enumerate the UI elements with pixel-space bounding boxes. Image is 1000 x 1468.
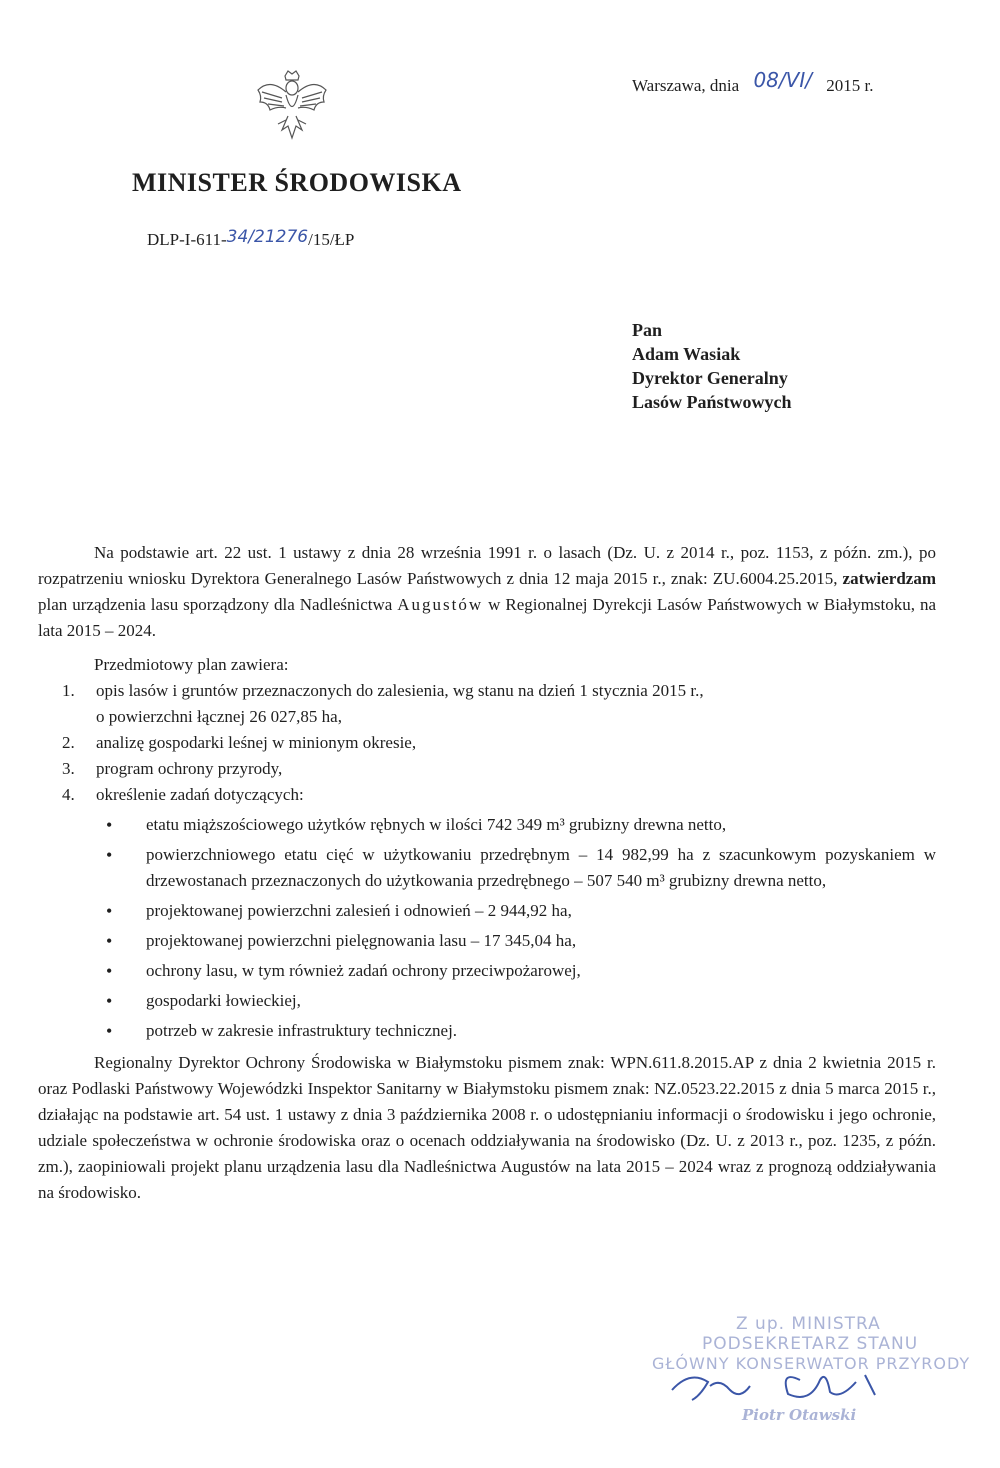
bullet-item: • potrzeb w zakresie infrastruktury technicznej. [38,1018,936,1044]
signatory-name: Piotr Otawski [742,1406,857,1424]
stamp-line-2: PODSEKRETARZ STANU [702,1334,919,1354]
paragraph-decision [38,540,936,644]
list-item-text: program ochrony przyrody, [96,759,283,778]
addressee-block [632,318,792,414]
polish-eagle-emblem-icon [252,68,332,148]
addressee-line: Adam Wasiak [632,344,741,364]
paragraph-text: w Regionalnej Dyrekcji Lasów Państwowych w Białymstoku, na lata 2015 – 2024. [38,595,937,640]
stamp-line-3: GŁÓWNY KONSERWATOR PRZYRODY [652,1354,971,1373]
list-item-continuation: o powierzchni łącznej 26 027,85 ha, [96,707,342,726]
list-item [38,756,936,782]
paragraph-text: plan urządzenia lasu sporządzony dla Nadleśnictwa [38,595,393,614]
bullet-item: • projektowanej powierzchni pielęgnowania lasu – 17 345,04 ha, [38,928,936,954]
bullet-item: • gospodarki łowieckiej, [38,988,936,1014]
list-intro: Przedmiotowy plan zawiera: [94,655,289,674]
bullet-list [38,812,936,1044]
handwritten-signature-icon [660,1360,900,1410]
list-item [38,678,936,730]
list-item [38,782,936,808]
list-item [38,730,936,756]
addressee-line: Lasów Państwowych [632,392,792,412]
list-item-text: opis lasów i gruntów przeznaczonych do zalesienia, wg stanu na dzień 1 stycznia 2015 r., [96,681,704,700]
list-item-text: określenie zadań dotyczących: [96,785,304,804]
paragraph-text: Na podstawie art. 22 ust. 1 ustawy z dnia 28 września 1991 r. o lasach (Dz. U. z 2014 r., poz. 1153, z późn. zm.), po rozpatrzeniu wniosku Dyrektora Generalnego Lasów Państwowych z dnia 12 maja 2015 r., znak: ZU.6004.25.2015, [38,543,936,588]
signature-stamp [650,1310,971,1430]
reference-number [147,227,355,250]
reference-prefix: DLP-I-611- [147,230,227,249]
reference-suffix: /15/ŁP [308,230,355,249]
letter-body [38,540,936,1206]
addressee-line: Pan [632,320,663,340]
paragraph-opinions: Regionalny Dyrektor Ochrony Środowiska w Białymstoku pismem znak: WPN.611.8.2015.AP z dnia 2 kwietnia 2015 r. oraz Podlaski Państwowy Wojewódzki Inspektor Sanitarny w Białymstoku pismem znak: NZ.0523.22.2015 z dnia 5 marca 2015 r., działając na podstawie art. 54 ust. 1 ustawy z dnia 3 października 2008 r. o udostępnianiu informacji o środowisku i jego ochronie, udziale społeczeństwa w ochronie środowiska oraz o ocenach oddziaływania na środowisko (Dz. U. z 2013 r., poz. 1235, z późn. zm.), zaopiniowali projekt planu urządzenia lasu dla Nadleśnictwa Augustów na lata 2015 – 2024 wraz z prognozą oddziaływania na środowisko. [38,1053,936,1202]
list-item-text: analizę gospodarki leśnej w minionym okresie, [96,733,417,752]
bullet-item: • projektowanej powierzchni zalesień i odnowień – 2 944,92 ha, [38,898,936,924]
list-number: 1. [62,681,75,700]
decision-keyword: zatwierdzam [842,569,937,588]
list-number: 4. [62,785,75,804]
list-number: 2. [62,733,75,752]
date-prefix: Warszawa, dnia [632,76,740,95]
reference-handwritten: 34/21276 [226,227,309,247]
handwritten-date: 08/VI/ [753,68,812,92]
bullet-item: • ochrony lasu, w tym również zadań ochrony przeciwpożarowej, [38,958,936,984]
bullet-item: • etatu miąższościowego użytków rębnych w ilości 742 349 m³ grubizny drewna netto, [38,812,936,838]
numbered-list [38,678,936,808]
bullet-item: • powierzchniowego etatu cięć w użytkowaniu przedrębnym – 14 982,99 ha z szacunkowym pozyskaniem w drzewostanach przeznaczonych do użytkowania przedrębnego – 507 540 m³ grubizny drewna netto, [38,842,936,894]
forest-district-name: Augustów [397,595,484,614]
addressee-line: Dyrektor Generalny [632,368,788,388]
date-line [632,68,874,96]
stamp-line-1: Z up. MINISTRA [736,1314,881,1334]
list-number: 3. [62,759,75,778]
date-suffix: 2015 r. [826,76,874,95]
minister-title: MINISTER ŚRODOWISKA [132,168,462,197]
